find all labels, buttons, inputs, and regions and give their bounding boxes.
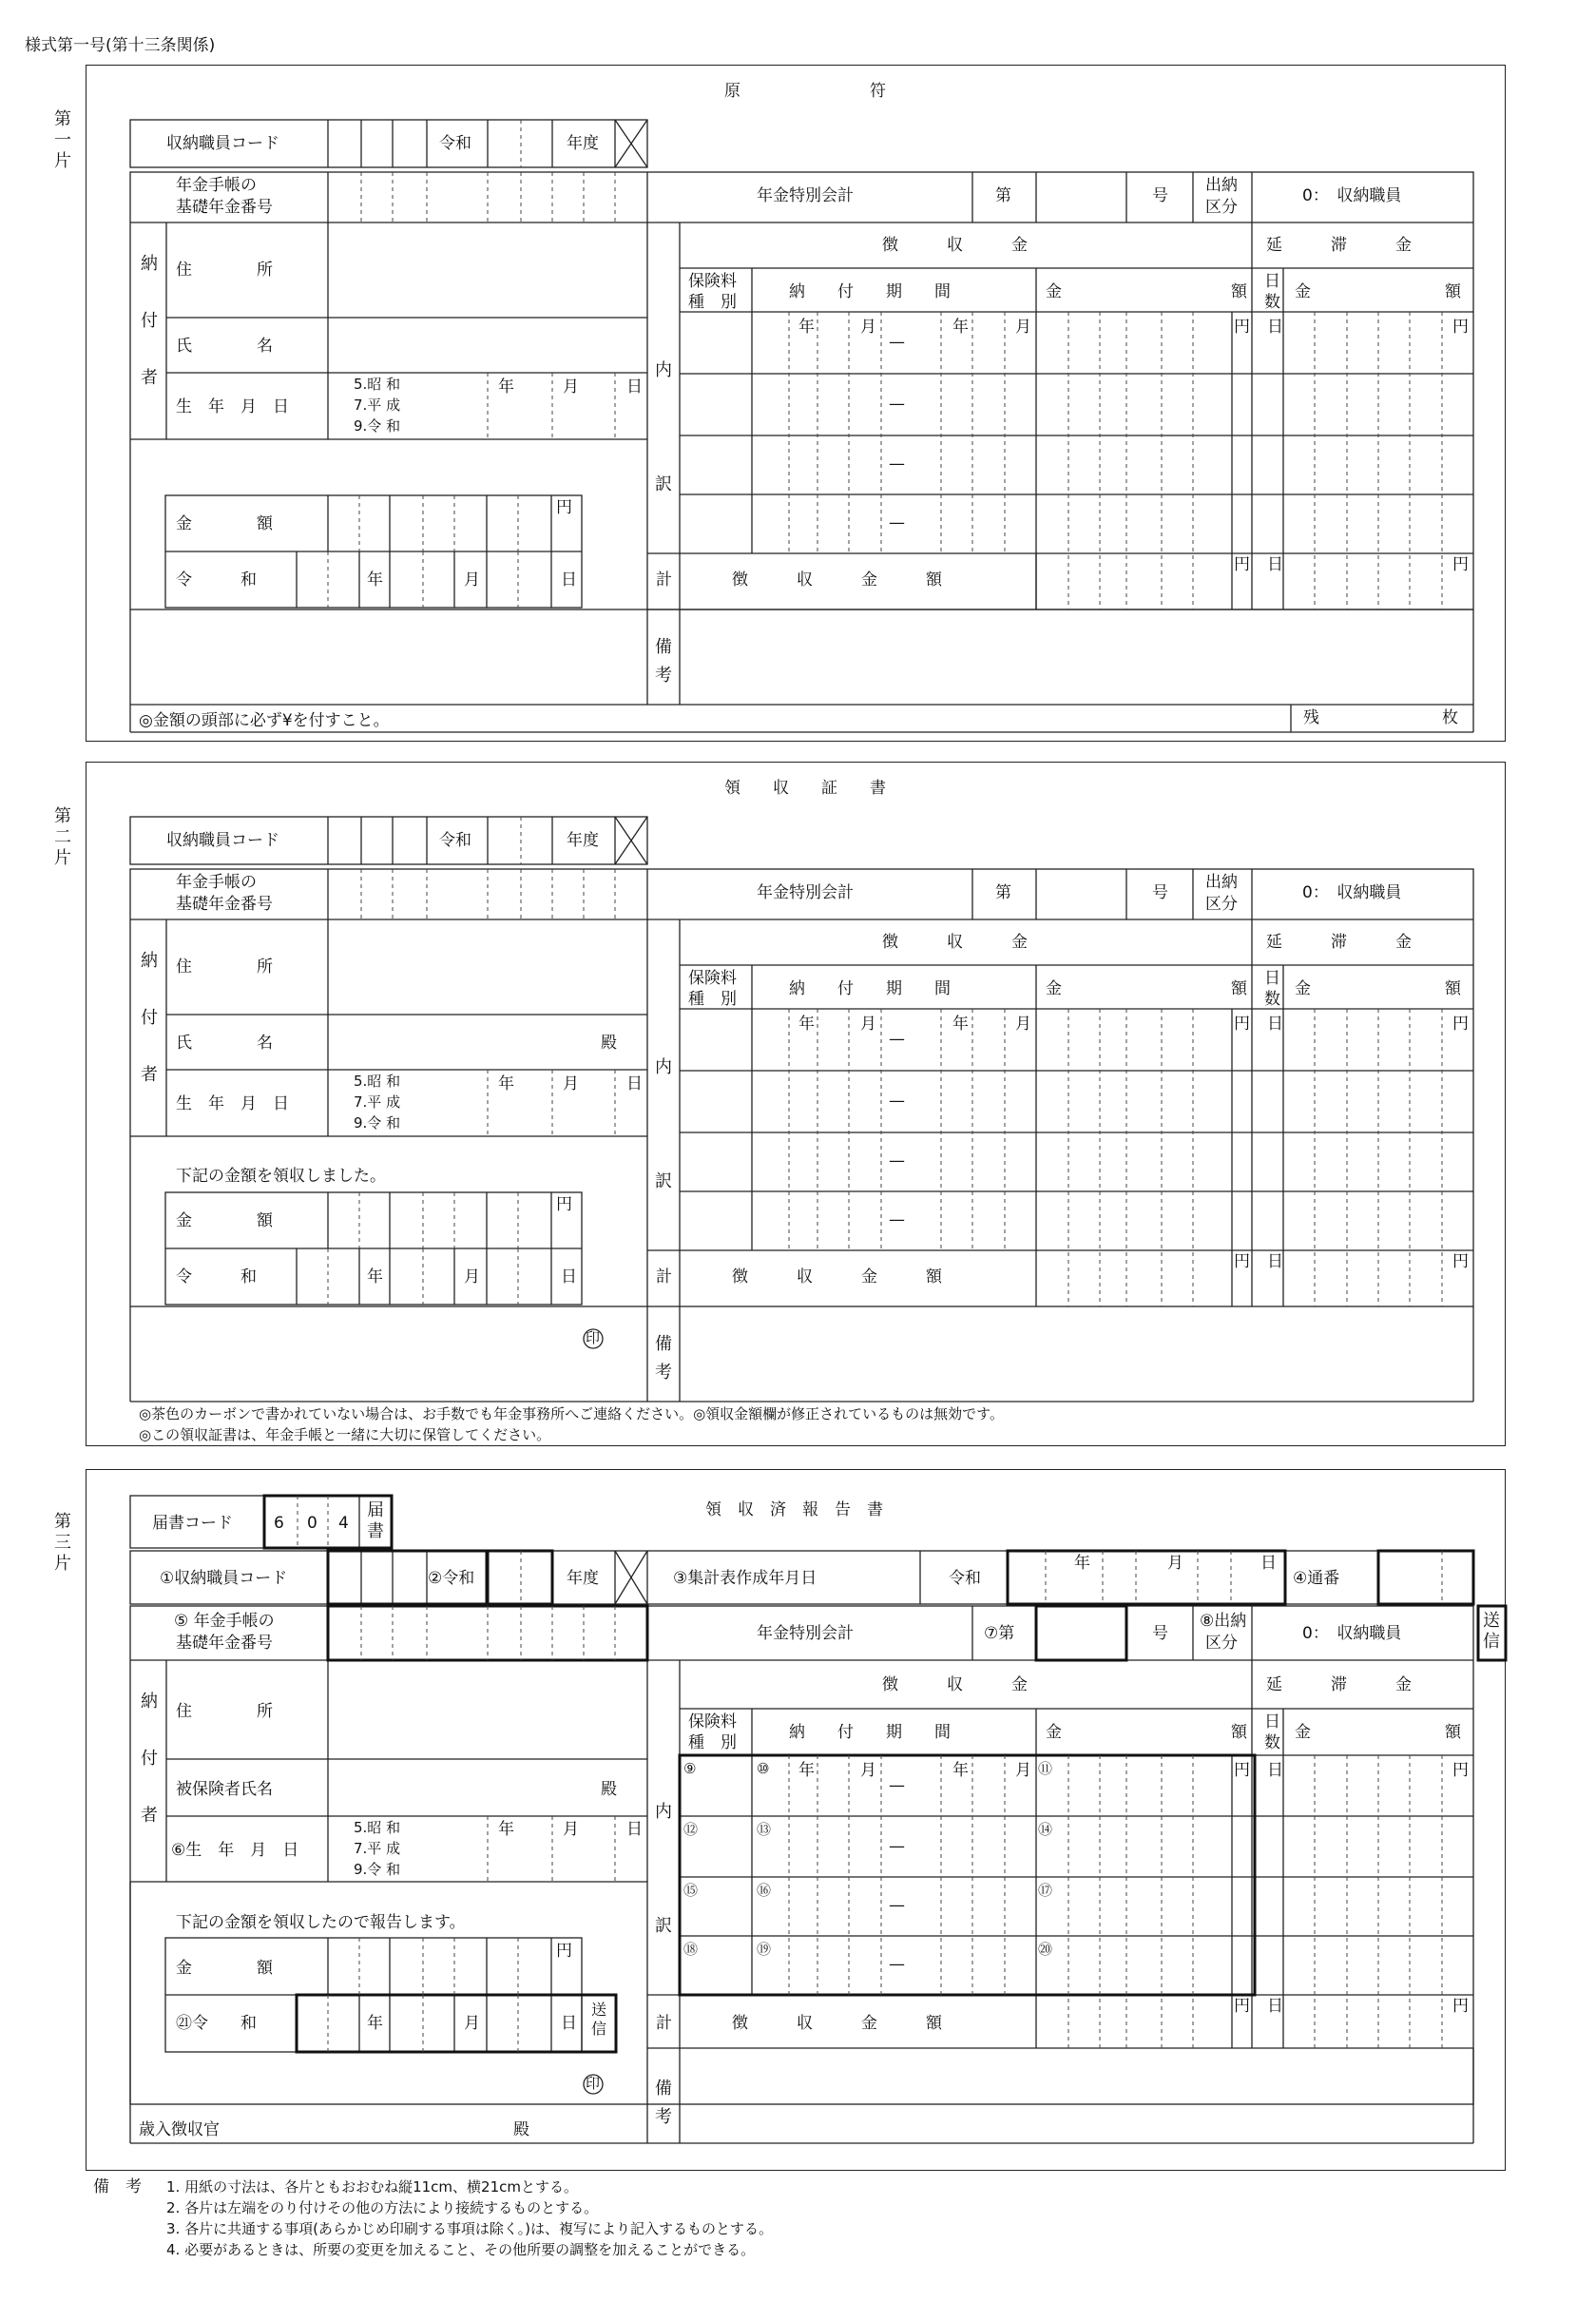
label-kin-3: 金 <box>1046 1723 1062 1742</box>
label-gaku-2: 額 <box>1231 979 1247 998</box>
dash-b3: — <box>889 1151 905 1170</box>
label-suitou: 出納 <box>1205 176 1238 195</box>
circ-12: ⑫ <box>683 1821 699 1838</box>
part-1-title: 原 符 <box>724 82 886 101</box>
era-showa-3: 5.昭 和 <box>354 1819 401 1836</box>
date-hi-3: 日 <box>561 2014 577 2033</box>
label-choshukin: 徴 収 金 <box>882 236 1028 255</box>
yen-c1: 円 <box>1234 1761 1250 1780</box>
era-showa: 5.昭 和 <box>354 376 401 393</box>
label-techo-2: 年金手帳の <box>176 873 257 892</box>
label-nofusha-3: 納 付 者 <box>141 1692 158 1826</box>
label-todoke: 届書 <box>367 1500 384 1541</box>
label-gaku-3: 額 <box>1231 1723 1247 1742</box>
label-dai-2: 第 <box>995 883 1011 902</box>
label-c3: ③集計表作成年月日 <box>673 1569 817 1588</box>
label-uchiwake-3: 内 訳 <box>655 1802 672 1936</box>
remark-3: 3. 各片に共通する事項(あらかじめ印刷する事項は除く。)は、複写により記入するものとする。 <box>166 2220 773 2237</box>
period-nen: 年 <box>798 318 815 337</box>
yen-entai-kei-2: 円 <box>1452 1252 1469 1271</box>
label-uchiwake: 内 訳 <box>655 360 672 494</box>
part-1-note: ◎金額の頭部に必ず¥を付すこと。 <box>139 711 390 730</box>
dash-c3: — <box>889 1896 905 1915</box>
label-nendo-2: 年度 <box>567 831 599 850</box>
period-tsuki-b2: 月 <box>1015 1015 1031 1034</box>
label-kei-2: 計 <box>656 1267 672 1286</box>
remark-1: 1. 用紙の寸法は、各片ともおおむね縦11cm、横21cmとする。 <box>166 2178 578 2196</box>
suitou-value-2: 0： 収納職員 <box>1302 883 1402 902</box>
label-choshu-kingaku: 徴 収 金 額 <box>732 571 942 590</box>
yen-kei: 円 <box>1234 555 1250 574</box>
label-reiwa-date: 令 和 <box>176 571 257 590</box>
label-nen-2: 年 <box>498 1074 514 1093</box>
label-todoke-code: 届書コード <box>152 1514 233 1533</box>
period-tsuki: 月 <box>860 318 876 337</box>
dash-b1: — <box>889 1030 905 1049</box>
code-digit-1: 6 <box>274 1514 284 1533</box>
remark-4: 4. 必要があるときは、所要の変更を加えること、その他所要の調整を加えることができる。 <box>166 2241 756 2258</box>
part-2-title: 領 収 証 書 <box>724 779 886 798</box>
date-tsuki-2: 月 <box>464 1267 480 1286</box>
label-hi-2: 日 <box>626 1074 643 1093</box>
side-label-2: 第 二 片 <box>54 806 71 868</box>
label-shubetsu-3: 種 別 <box>688 1733 737 1752</box>
remark-2: 2. 各片は左端をのり付けその他の方法により接続するものとする。 <box>166 2199 599 2216</box>
label-shimei-2: 氏 名 <box>176 1034 273 1053</box>
era-reiwa-2: 9.令 和 <box>354 1114 401 1132</box>
label-saikan: 歳入徴収官 <box>139 2120 220 2139</box>
label-hi-3: 日 <box>626 1820 643 1839</box>
circ-13: ⑬ <box>757 1821 772 1838</box>
label-nissu-1-3: 日 <box>1264 1712 1280 1731</box>
label-nendo: 年度 <box>567 134 599 153</box>
era-reiwa-3: 9.令 和 <box>354 1861 401 1878</box>
label-uchiwake-2: 内 訳 <box>655 1057 672 1191</box>
label-tsuki: 月 <box>563 377 579 397</box>
side-label-1: 第 一 片 <box>54 109 71 171</box>
yen-entai-kei-3: 円 <box>1452 1997 1469 2016</box>
part-2-note-1: ◎茶色のカーボンで書かれていない場合は、お手数でも年金事務所へご連絡ください。◎領収金額欄が修正されているものは無効です。 <box>139 1405 1004 1422</box>
dash-b4: — <box>889 1210 905 1229</box>
report-text: 下記の金額を領収したので報告します。 <box>176 1913 466 1932</box>
label-hokenryo-2: 保険料 <box>688 969 737 988</box>
code-digit-2: 0 <box>307 1514 317 1533</box>
label-shubetsu: 種 別 <box>688 293 737 312</box>
label-nofu-kikan-3: 納 付 期 間 <box>789 1723 951 1742</box>
label-kaikei-3: 年金特別会計 <box>757 1624 854 1643</box>
side-label-3: 第 三 片 <box>54 1512 71 1574</box>
label-nissu-2: 数 <box>1264 293 1280 312</box>
label-jusho-2: 住 所 <box>176 958 273 977</box>
label-suitou-2: 出納 <box>1205 873 1238 892</box>
dash-2: — <box>889 395 905 414</box>
label-hi: 日 <box>626 377 643 397</box>
c3-hi: 日 <box>1260 1554 1277 1573</box>
dash-c1: — <box>889 1776 905 1795</box>
label-nofu-kikan: 納 付 期 間 <box>789 282 951 301</box>
suitou-value-3: 0： 収納職員 <box>1302 1624 1402 1643</box>
period-nen-2: 年 <box>952 318 969 337</box>
label-biko: 備 考 <box>655 637 672 686</box>
day-c1: 日 <box>1267 1761 1283 1780</box>
label-hihokensha: 被保険者氏名 <box>176 1780 273 1799</box>
seal-mark-3: 印 <box>586 2075 601 2092</box>
label-hokenryo: 保険料 <box>688 272 737 291</box>
form-number: 様式第一号(第十三条関係) <box>25 36 216 55</box>
period-nen-b2: 年 <box>952 1015 969 1034</box>
remarks-head: 備 考 <box>93 2177 142 2196</box>
label-kaikei: 年金特別会計 <box>757 186 854 205</box>
label-c2: ②令和 <box>428 1569 475 1588</box>
yen-b1: 円 <box>1234 1015 1250 1034</box>
date-nen: 年 <box>367 571 383 590</box>
c3-tsuki: 月 <box>1167 1554 1183 1573</box>
yen-kingaku: 円 <box>556 498 572 517</box>
dash-3: — <box>889 455 905 474</box>
circ-10: ⑩ <box>757 1760 770 1777</box>
label-seinengappi: 生 年 月 日 <box>176 397 289 416</box>
label-entaikin-3: 延 滞 金 <box>1266 1675 1412 1694</box>
label-nissu-2-3: 数 <box>1264 1733 1280 1752</box>
date-nen-3: 年 <box>367 2014 383 2033</box>
suitou-value: 0： 収納職員 <box>1302 186 1402 205</box>
label-kin-2: 金 <box>1046 979 1062 998</box>
label-kiso-nenkin: 基礎年金番号 <box>176 198 273 217</box>
day-1: 日 <box>1267 318 1283 337</box>
label-go: 号 <box>1152 186 1168 205</box>
date-hi-2: 日 <box>561 1267 577 1286</box>
label-tsuki-3: 月 <box>563 1820 579 1839</box>
era-heisei-3: 7.平 成 <box>354 1840 401 1857</box>
label-c21: ㉑令 和 <box>176 2014 257 2033</box>
date-nen-2: 年 <box>367 1267 383 1286</box>
label-go-2: 号 <box>1152 883 1168 902</box>
label-entaikin: 延 滞 金 <box>1266 236 1412 255</box>
date-tsuki: 月 <box>464 571 480 590</box>
circ-19: ⑲ <box>757 1941 772 1958</box>
yen-entai-b1: 円 <box>1452 1015 1469 1034</box>
label-biko-2: 備 考 <box>655 1334 672 1383</box>
label-kaikei-2: 年金特別会計 <box>757 883 854 902</box>
yen-entai-kei: 円 <box>1452 555 1469 574</box>
day-kei-3: 日 <box>1267 1997 1283 2016</box>
label-c4: ④通番 <box>1293 1569 1340 1588</box>
label-entai-gaku: 額 <box>1445 282 1461 301</box>
label-c8b: 区分 <box>1205 1634 1238 1653</box>
day-b1: 日 <box>1267 1015 1283 1034</box>
label-jusho-3: 住 所 <box>176 1702 273 1721</box>
label-entaikin-2: 延 滞 金 <box>1266 933 1412 952</box>
label-sosin-2: 送信 <box>590 2001 606 2038</box>
label-choshu-kingaku-3: 徴 収 金 額 <box>732 2014 942 2033</box>
label-c5b: 基礎年金番号 <box>176 1634 273 1653</box>
label-tsuki-2: 月 <box>563 1074 579 1093</box>
era-showa-2: 5.昭 和 <box>354 1073 401 1090</box>
label-shimei: 氏 名 <box>176 337 273 356</box>
label-reiwa-2: 令和 <box>439 831 471 850</box>
label-reiwa-date-2: 令 和 <box>176 1267 257 1286</box>
date-tsuki-3: 月 <box>464 2014 480 2033</box>
label-zan: 残 <box>1303 708 1319 727</box>
circ-18: ⑱ <box>683 1941 699 1958</box>
day-kei-2: 日 <box>1267 1252 1283 1271</box>
label-entai-gaku-3: 額 <box>1445 1723 1461 1742</box>
label-nofusha: 納 付 者 <box>141 254 158 388</box>
label-nissu-1-2: 日 <box>1264 969 1280 988</box>
period-nen-c: 年 <box>798 1761 815 1780</box>
circ-15: ⑮ <box>683 1882 699 1899</box>
label-dai: 第 <box>995 186 1011 205</box>
label-c6: ⑥生 年 月 日 <box>171 1841 299 1860</box>
circ-9: ⑨ <box>683 1760 697 1777</box>
label-kingaku-2: 金 額 <box>176 1211 273 1230</box>
circ-16: ⑯ <box>757 1882 772 1899</box>
era-reiwa: 9.令 和 <box>354 417 401 435</box>
label-entai-kin-3: 金 <box>1295 1723 1311 1742</box>
label-c7: ⑦第 <box>984 1624 1015 1643</box>
label-entai-gaku-2: 額 <box>1445 979 1461 998</box>
period-tsuki-c: 月 <box>860 1761 876 1780</box>
received-text: 下記の金額を領収しました。 <box>176 1167 386 1186</box>
yen-kingaku-3: 円 <box>556 1942 572 1961</box>
label-kei-3: 計 <box>656 2014 672 2033</box>
label-biko-3: 備 考 <box>655 2079 672 2127</box>
code-digit-3: 4 <box>338 1514 349 1533</box>
label-shuno-code-2: 収納職員コード <box>166 831 279 850</box>
part-3-title: 領 収 済 報 告 書 <box>705 1500 883 1519</box>
label-choshukin-2: 徴 収 金 <box>882 933 1028 952</box>
yen-entai-c1: 円 <box>1452 1761 1469 1780</box>
label-mai: 枚 <box>1442 708 1458 727</box>
label-choshu-kingaku-2: 徴 収 金 額 <box>732 1267 942 1286</box>
label-shubetsu-2: 種 別 <box>688 990 737 1009</box>
period-nen-c2: 年 <box>952 1761 969 1780</box>
label-reiwa: 令和 <box>439 134 471 153</box>
label-techo: 年金手帳の <box>176 176 257 195</box>
label-c5a: ⑤ 年金手帳の <box>174 1612 275 1631</box>
label-kubun-2: 区分 <box>1205 895 1238 914</box>
label-entai-kin-2: 金 <box>1295 979 1311 998</box>
part-2-note-2: ◎この領収証書は、年金手帳と一緒に大切に保管してください。 <box>139 1426 551 1443</box>
label-go-3: 号 <box>1152 1624 1168 1643</box>
yen-entai-1: 円 <box>1452 318 1469 337</box>
yen-kingaku-2: 円 <box>556 1195 572 1214</box>
dash-b2: — <box>889 1092 905 1111</box>
era-heisei: 7.平 成 <box>354 397 401 414</box>
label-nofu-kikan-2: 納 付 期 間 <box>789 979 951 998</box>
label-shuno-code: 収納職員コード <box>166 134 279 153</box>
circ-11: ⑪ <box>1038 1760 1053 1777</box>
seal-mark-2: 印 <box>586 1329 601 1346</box>
label-nen-3: 年 <box>498 1820 514 1839</box>
label-c1: ①収納職員コード <box>160 1569 288 1588</box>
day-kei: 日 <box>1267 555 1283 574</box>
label-entai-kin: 金 <box>1295 282 1311 301</box>
label-kin: 金 <box>1046 282 1062 301</box>
label-tono-saikan: 殿 <box>513 2120 529 2139</box>
era-heisei-2: 7.平 成 <box>354 1093 401 1111</box>
label-choshukin-3: 徴 収 金 <box>882 1675 1028 1694</box>
label-nissu-2-2: 数 <box>1264 990 1280 1009</box>
dash-c4: — <box>889 1955 905 1974</box>
label-nen: 年 <box>498 377 514 397</box>
label-kubun: 区分 <box>1205 198 1238 217</box>
label-tono-3: 殿 <box>601 1780 617 1799</box>
label-kingaku: 金 額 <box>176 514 273 533</box>
period-nen-b: 年 <box>798 1015 815 1034</box>
date-hi: 日 <box>561 571 577 590</box>
label-nissu-1: 日 <box>1264 272 1280 291</box>
label-seinengappi-2: 生 年 月 日 <box>176 1094 289 1113</box>
label-nofusha-2: 納 付 者 <box>141 951 158 1085</box>
period-tsuki-2: 月 <box>1015 318 1031 337</box>
yen-kei-2: 円 <box>1234 1252 1250 1271</box>
label-c8a: ⑧出納 <box>1200 1612 1247 1631</box>
yen-1: 円 <box>1234 318 1250 337</box>
dash-4: — <box>889 513 905 532</box>
label-sosin-1: 送信 <box>1483 1611 1500 1652</box>
c3-nen: 年 <box>1074 1554 1090 1573</box>
label-kei: 計 <box>656 571 672 590</box>
label-kingaku-3: 金 額 <box>176 1959 273 1978</box>
period-tsuki-c2: 月 <box>1015 1761 1031 1780</box>
dash-c2: — <box>889 1837 905 1856</box>
label-gaku: 額 <box>1231 282 1247 301</box>
circ-17: ⑰ <box>1038 1882 1053 1899</box>
dash-1: — <box>889 333 905 352</box>
label-hokenryo-3: 保険料 <box>688 1712 737 1731</box>
label-jusho: 住 所 <box>176 261 273 280</box>
circ-14: ⑭ <box>1038 1821 1053 1838</box>
circ-20: ⑳ <box>1038 1941 1053 1958</box>
label-nendo-3: 年度 <box>567 1569 599 1588</box>
label-reiwa-3: 令和 <box>949 1569 981 1588</box>
label-tono-2: 殿 <box>601 1034 617 1053</box>
label-kiso-nenkin-2: 基礎年金番号 <box>176 895 273 914</box>
yen-kei-3: 円 <box>1234 1997 1250 2016</box>
period-tsuki-b: 月 <box>860 1015 876 1034</box>
